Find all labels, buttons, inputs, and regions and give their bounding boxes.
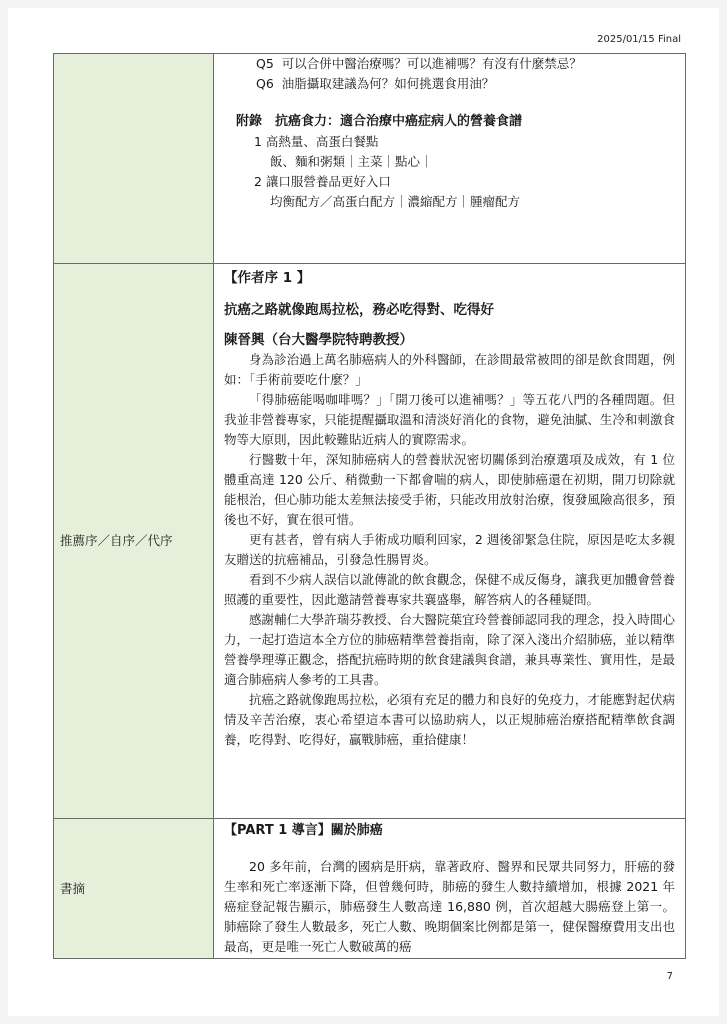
toc-question — [256, 74, 675, 94]
excerpt-label: 書摘 — [54, 819, 214, 959]
preface-label: 推薦序／自序／代序 — [54, 264, 214, 819]
preface-paragraph: 看到不少病人誤信以訛傳訛的飲食觀念，保健不成反傷身，讓我更加體會營養照護的重要性，因此邀請營養專家共襄盛舉，解答病人的各種疑問。 — [224, 572, 675, 607]
toc-questions — [224, 54, 675, 94]
appendix-subitems: 飯、麵和粥類｜主菜｜點心｜ — [270, 154, 433, 169]
excerpt-paragraph: 20 多年前，台灣的國病是肝病，靠著政府、醫界和民眾共同努力，肝癌的發生率和死亡率逐漸下降，但曾幾何時，肺癌的發生人數持續增加，根據 2021 年癌症登記報告顯示，肺癌發生人數高達 16,880 例，首次超越大腸癌登上第一。肺癌除了發生人數最多，死亡人數、晚期個案比例都是第一，健保醫療費用支出也最高，更是唯一死亡人數破萬的癌 — [224, 859, 675, 954]
appendix-item: 1 高熱量、高蛋白餐點 — [254, 134, 379, 149]
preface-paragraph: 「得肺癌能喝咖啡嗎？」「開刀後可以進補嗎？」等五花八門的各種問題。但我並非營養專家，只能提醒攝取溫和清淡好消化的食物，避免油膩、生冷和刺激食物等大原則，因此較難貼近病人的實際需求。 — [224, 392, 675, 447]
question-number: Q5 — [256, 56, 274, 71]
question-number: Q6 — [256, 76, 274, 91]
document-page — [8, 8, 719, 1016]
appendix-item: 2 讓口服營養品更好入口 — [254, 174, 391, 189]
preface-content-cell — [214, 264, 686, 819]
preface-paragraph: 抗癌之路就像跑馬拉松，必須有充足的體力和良好的免疫力，才能應對起伏病情及辛苦治療，衷心希望這本書可以協助病人，以正規肺癌治療搭配精準飲食調養，吃得對、吃得好，贏戰肺癌，重拾健康！ — [224, 692, 675, 747]
excerpt-content-cell — [214, 819, 686, 959]
excerpt-row — [54, 819, 686, 959]
appendix-subitems: 均衡配方／高蛋白配方｜濃縮配方｜腫瘤配方 — [270, 194, 521, 209]
appendix-title: 附錄 抗癌食力：適合治療中癌症病人的營養食譜 — [236, 114, 523, 129]
header-date: 2025/01/15 Final — [597, 34, 681, 45]
preface-tag: 【作者序 1 】 — [224, 270, 311, 286]
toc-label-cell — [54, 54, 214, 264]
preface-title: 抗癌之路就像跑馬拉松，務必吃得對、吃得好 — [224, 302, 494, 318]
preface-paragraph: 更有甚者，曾有病人手術成功順利回家，2 週後卻緊急住院，原因是吃太多親友贈送的抗癌補品，引發急性腸胃炎。 — [224, 532, 675, 567]
excerpt-tag: 【PART 1 導言】關於肺癌 — [224, 823, 383, 838]
preface-paragraph: 行醫數十年，深知肺癌病人的營養狀況密切關係到治療選項及成效，有 1 位體重高達 120 公斤、稍微動一下都會喘的病人，即使肺癌還在初期，開刀切除就能根治，但心肺功能太差無法接受手術，只能改用放射治療，復發風險高很多，預後也不好，實在很可惜。 — [224, 452, 675, 527]
toc-question — [256, 54, 675, 74]
preface-author: 陳晉興（台大醫學院特聘教授） — [224, 332, 413, 348]
preface-row — [54, 264, 686, 819]
book-info-table — [53, 53, 686, 959]
toc-content-cell — [214, 54, 686, 264]
question-text: 油脂攝取建議為何？如何挑選食用油？ — [281, 76, 495, 91]
preface-paragraph: 身為診治過上萬名肺癌病人的外科醫師，在診間最常被問的卻是飲食問題，例如：「手術前要吃什麼？」 — [224, 352, 675, 387]
page-number: 7 — [666, 971, 673, 982]
toc-row — [54, 54, 686, 264]
question-text: 可以合併中醫治療嗎？可以進補嗎？有沒有什麼禁忌？ — [281, 56, 582, 71]
preface-paragraph: 感謝輔仁大學許瑞芬教授、台大醫院葉宜玲營養師認同我的理念，投入時間心力，一起打造這本全方位的肺癌精準營養指南，除了深入淺出介紹肺癌，並以精準營養學理導正觀念，搭配抗癌時期的飲食建議與食譜，兼具專業性、實用性，是最適合肺癌病人參考的工具書。 — [224, 612, 675, 687]
